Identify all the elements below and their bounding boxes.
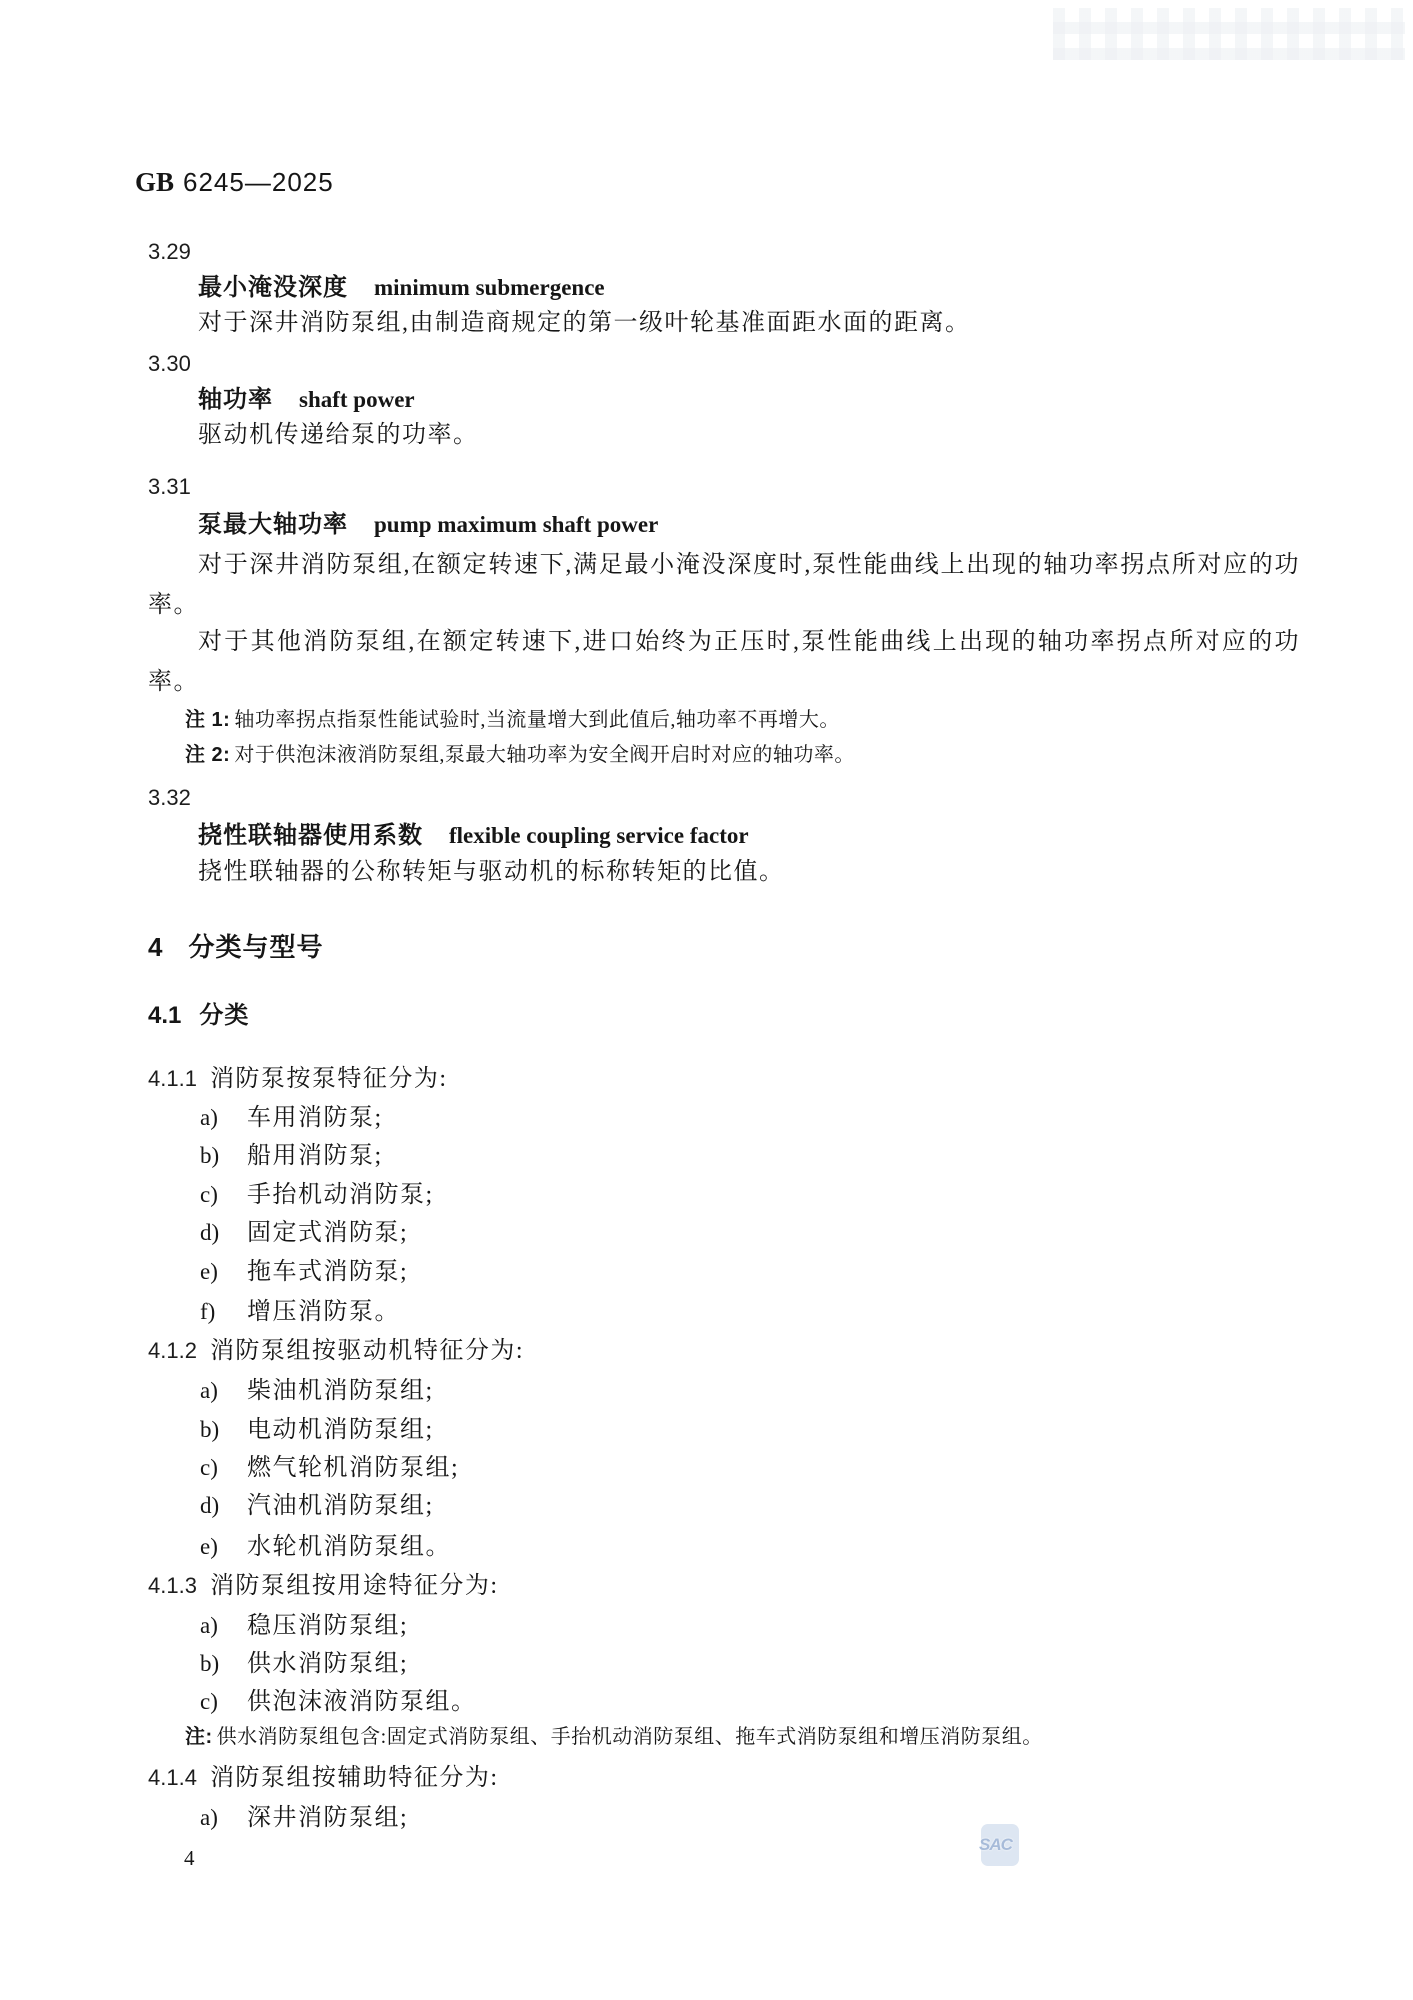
note-label: 注: — [185, 1726, 213, 1748]
clause-text: 消防泵组按用途特征分为: — [209, 1573, 499, 1599]
list-marker: c) — [200, 1455, 218, 1480]
list-marker: b) — [200, 1651, 220, 1676]
list-text: 船用消防泵; — [247, 1143, 383, 1169]
list-item — [148, 1180, 434, 1210]
list-item — [148, 1453, 459, 1483]
list-marker: d) — [200, 1220, 220, 1245]
page-header — [135, 167, 334, 202]
list-text: 供水消防泵组; — [247, 1651, 409, 1677]
term-en: shaft power — [299, 387, 415, 412]
list-marker: a) — [200, 1613, 218, 1638]
note-label: 注 2: — [185, 744, 231, 766]
section-number: 4.1 — [148, 1002, 182, 1029]
clause-number-3-32: 3.32 — [148, 785, 191, 810]
standard-code-number: 6245—2025 — [183, 167, 334, 197]
list-marker: e) — [200, 1259, 218, 1284]
list-marker: d) — [200, 1493, 220, 1518]
clause-4-1-3 — [148, 1571, 499, 1604]
sac-logo-text: SAC — [979, 1835, 1012, 1854]
clause-4-1-1 — [148, 1064, 448, 1097]
list-text: 供泡沫液消防泵组。 — [247, 1689, 477, 1715]
list-marker: c) — [200, 1689, 218, 1714]
term-heading-3-32 — [148, 821, 749, 854]
note-2 — [148, 742, 855, 768]
term-paragraph-1: 对于深井消防泵组,在额定转速下,满足最小淹没深度时,泵性能曲线上出现的轴功率拐点所对应的功率。 — [148, 552, 1300, 618]
list-marker: c) — [200, 1182, 218, 1207]
list-item — [148, 1376, 434, 1406]
list-marker: a) — [200, 1105, 218, 1130]
list-item — [148, 1141, 383, 1171]
list-text: 深井消防泵组; — [247, 1805, 409, 1831]
note-text: 供水消防泵组包含:固定式消防泵组、手抬机动消防泵组、拖车式消防泵组和增压消防泵组。 — [216, 1726, 1043, 1748]
term-definition-3-32: 挠性联轴器的公称转矩与驱动机的标称转矩的比值。 — [198, 859, 785, 885]
term-heading-3-30 — [148, 385, 415, 418]
list-marker: b) — [200, 1417, 220, 1442]
list-item — [148, 1803, 408, 1833]
clause-text: 消防泵组按驱动机特征分为: — [209, 1338, 525, 1364]
note-label: 注 1: — [185, 709, 231, 731]
section-title: 分类 — [199, 1002, 250, 1029]
list-text: 稳压消防泵组; — [247, 1613, 409, 1639]
page-number: 4 — [184, 1846, 195, 1870]
term-zh: 挠性联轴器使用系数 — [198, 822, 423, 849]
clause-4-1-2 — [148, 1336, 524, 1369]
note-1 — [148, 707, 840, 733]
clause-number: 4.1.4 — [148, 1765, 197, 1790]
list-item — [148, 1687, 477, 1717]
section-heading-4 — [148, 930, 323, 969]
list-text: 柴油机消防泵组; — [247, 1378, 434, 1404]
clause-number-3-31: 3.31 — [148, 474, 191, 499]
note-4-1-3 — [148, 1724, 1043, 1750]
list-marker: e) — [200, 1534, 218, 1559]
term-en: minimum submergence — [374, 275, 605, 300]
list-text: 车用消防泵; — [247, 1105, 383, 1131]
clause-number: 4.1.3 — [148, 1573, 197, 1598]
scan-artifact — [1053, 8, 1405, 60]
section-heading-4-1 — [148, 999, 249, 1036]
clause-number-3-29: 3.29 — [148, 239, 191, 264]
list-text: 增压消防泵。 — [247, 1299, 400, 1325]
list-marker: a) — [200, 1378, 218, 1403]
list-marker: b) — [200, 1143, 220, 1168]
list-marker: f) — [200, 1299, 216, 1324]
list-item — [148, 1649, 408, 1679]
clause-text: 消防泵组按辅助特征分为: — [209, 1765, 499, 1791]
term-heading-3-31 — [148, 510, 658, 543]
list-item — [148, 1257, 408, 1287]
note-text: 对于供泡沫液消防泵组,泵最大轴功率为安全阀开启时对应的轴功率。 — [234, 744, 855, 766]
list-item — [148, 1532, 451, 1562]
list-marker: a) — [200, 1805, 218, 1830]
term-zh: 泵最大轴功率 — [198, 511, 348, 538]
section-number: 4 — [148, 932, 163, 962]
sac-logo-watermark — [981, 1824, 1019, 1866]
term-definition-3-30: 驱动机传递给泵的功率。 — [198, 422, 479, 448]
term-definition-3-29: 对于深井消防泵组,由制造商规定的第一级叶轮基准面距水面的距离。 — [198, 310, 971, 336]
term-en: pump maximum shaft power — [374, 512, 659, 537]
list-text: 水轮机消防泵组。 — [247, 1534, 451, 1560]
clause-number-3-30: 3.30 — [148, 351, 191, 376]
clause-text: 消防泵按泵特征分为: — [209, 1066, 448, 1092]
term-zh: 最小淹没深度 — [198, 274, 348, 301]
term-en: flexible coupling service factor — [449, 823, 749, 848]
section-title: 分类与型号 — [188, 932, 324, 962]
list-text: 固定式消防泵; — [247, 1220, 409, 1246]
standard-code-gb: GB — [135, 167, 175, 197]
term-zh: 轴功率 — [198, 386, 273, 413]
clause-number: 4.1.1 — [148, 1066, 197, 1091]
list-text: 拖车式消防泵; — [247, 1259, 409, 1285]
list-item — [148, 1103, 383, 1133]
note-text: 轴功率拐点指泵性能试验时,当流量增大到此值后,轴功率不再增大。 — [234, 709, 840, 731]
term-heading-3-29 — [148, 273, 605, 306]
list-item — [148, 1611, 408, 1641]
list-text: 汽油机消防泵组; — [247, 1493, 434, 1519]
list-text: 手抬机动消防泵; — [247, 1182, 434, 1208]
clause-number: 4.1.2 — [148, 1338, 197, 1363]
list-item — [148, 1218, 408, 1248]
clause-4-1-4 — [148, 1763, 499, 1796]
list-text: 燃气轮机消防泵组; — [247, 1455, 460, 1481]
list-item — [148, 1491, 434, 1521]
list-text: 电动机消防泵组; — [247, 1417, 434, 1443]
list-item — [148, 1297, 400, 1327]
term-paragraph-2: 对于其他消防泵组,在额定转速下,进口始终为正压时,泵性能曲线上出现的轴功率拐点所对应的功率。 — [148, 629, 1300, 695]
list-item — [148, 1415, 434, 1445]
